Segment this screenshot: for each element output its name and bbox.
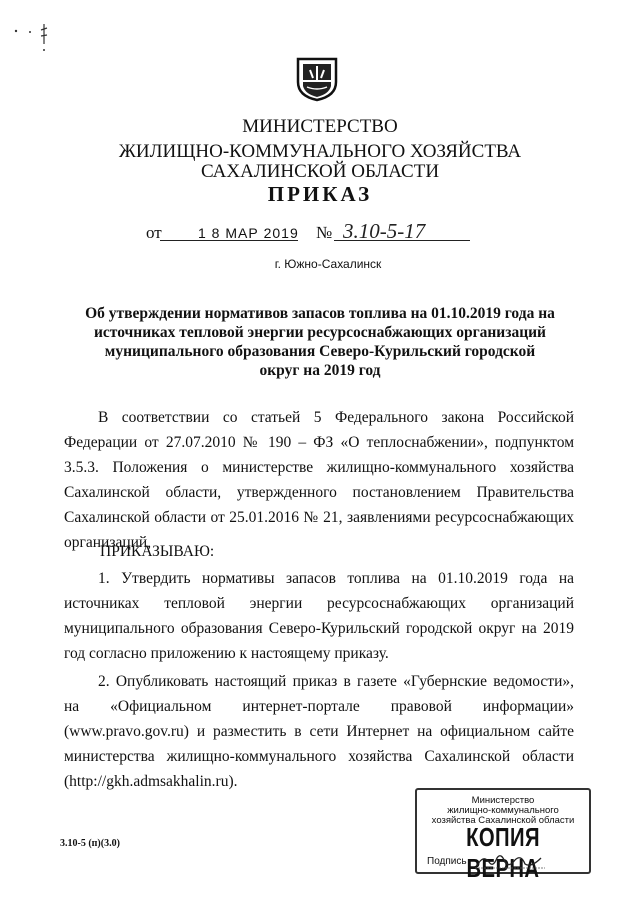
scan-marks <box>10 18 55 58</box>
item-2-paragraph: 2. Опубликовать настоящий приказ в газете «Губернские ведомости», на «Официальном интернет-портале правовой информации» (www.pravo.gov.ru) и разместить в сети Интернет на официальном сайте министерства жилищно-коммунального хозяйства Сахалинской области (http://gkh.admsakhalin.ru). <box>64 673 574 790</box>
org-line-3: САХАЛИНСКОЙ ОБЛАСТИ <box>200 161 440 182</box>
preamble-paragraph: В соответствии со статьей 5 Федерального закона Российской Федерации от 27.07.2010 № 190 – ФЗ «О теплоснабжении», подпунктом 3.5.3. Положения о министерстве жилищно-коммунального хозяйства Сахалинской области, утвержденного постановлением Правительства Сахалинской области от 25.01.2016 № 21, заявлениями ресурсоснабжающих организаций, <box>64 409 574 551</box>
stamp-main-text: КОПИЯ ВЕРНА <box>466 822 540 883</box>
org-line-2: ЖИЛИЩНО-КОММУНАЛЬНОГО ХОЗЯЙСТВА <box>118 141 522 162</box>
signature-icon <box>475 852 545 870</box>
city: г. Южно-Сахалинск <box>274 257 382 271</box>
number-value: 3.10-5-17 <box>343 219 426 243</box>
date-label: от <box>146 223 162 242</box>
copy-certified-stamp <box>415 788 591 883</box>
document-type: ПРИКАЗ <box>267 182 373 206</box>
number-label: № <box>316 223 333 242</box>
order-word: ПРИКАЗЫВАЮ: <box>100 543 215 560</box>
coat-of-arms-icon <box>295 56 339 102</box>
stamp-line-2: жилищно-коммунального <box>447 805 559 816</box>
document-reference: 3.10-5 (п)(3.0) <box>60 838 120 849</box>
stamp-sign-label: Подпись <box>427 856 467 867</box>
document-title: Об утверждении нормативов запасов топлива на 01.10.2019 года на источниках тепловой энергии ресурсоснабжающих организаций муниципального образования Северо-Курильский городской округ на 2019 год <box>85 305 555 379</box>
item-1-paragraph: 1. Утвердить нормативы запасов топлива на 01.10.2019 года на источниках тепловой энергии ресурсоснабжающих организаций муниципального образования Северо-Курильский городской округ на 2019 год согласно приложению к настоящему приказу. <box>64 570 574 662</box>
date-value: 1 8 МАР 2019 <box>198 225 299 241</box>
stamp-line-1: Министерство <box>471 795 535 806</box>
stamp-line-3: хозяйства Сахалинской области <box>431 815 575 826</box>
org-line-1: МИНИСТЕРСТВО <box>242 116 398 137</box>
